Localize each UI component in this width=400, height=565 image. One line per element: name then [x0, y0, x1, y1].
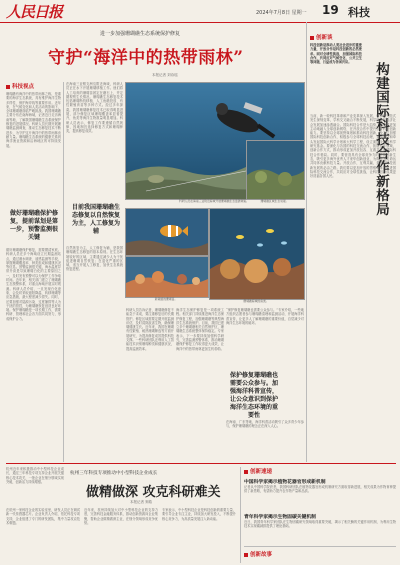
caption-reef-fish: 珊瑚礁海域的鱼类。 — [243, 299, 269, 303]
article-text: 在海南、广东等地，海洋科普活动吸引了众多青少年参与，保护珊瑚礁的理念正在深入人心。 — [226, 420, 304, 429]
pull-quote-public: 保护修复珊瑚礁也需要公众参与。加强海洋科普宣传，让公众意识到保护海洋生态环境的重要性 — [229, 372, 278, 419]
masthead-logo: 人民日报 — [6, 3, 63, 21]
main-kicker: 进一步加强珊瑚礁生态系统保护修复 — [100, 31, 181, 37]
photo-reef-landscape — [246, 140, 305, 200]
caption-seedlings: 新栽植的珊瑚苗。 — [154, 297, 178, 301]
pull-quote-restoration: 目前我国珊瑚礁生态修复以自然恢复为主，人工修复为辅 — [71, 204, 120, 235]
column-intro: 科技创新是推动人类社会进步的重要力量，开放合作是科技创新的必然要求。面对全球性挑战，加强国际科技合作，共同应对气候变化、公共卫生等问题，日益成为各国共识。 — [310, 43, 362, 65]
label-innovation-story: 创新故事 — [244, 550, 272, 558]
photo-coral-seedlings — [125, 256, 209, 298]
lower-headline: 做精做深 攻克科研难关 — [86, 485, 221, 500]
label-innovation-talk: 创新谈 — [310, 33, 333, 41]
article-text: 珊瑚礁有海洋中的热带雨林之称，是重要的海洋生态系统，具有维护海洋生物多样性、保护海岸线等重要作用。近年来，在气候变化和人类活动的影响下，全球珊瑚礁面临严峻挑战。我国珊瑚礁主要分布在南海海域，记者近日走访海南等地，了解我国珊瑚礁生态系统保护修复的进展情况。科研人员长期开展珊瑚礁监测调查，推动生态修复技术不断进步，为守护这片海洋中的热带雨林贡献力量。珊瑚礁生态系统的健康关系到海洋渔业资源和沿海地区的可持续发展。 — [6, 92, 61, 148]
article-text: 做好珊瑚礁保护修复，需要摸清家底。科研人员在多个海域设立长期监测站点，通过潜水调查、遥感监测等手段，掌握珊瑚覆盖率、种类组成和健康状况等信息。预警监测很关键，海水温度异常升高是导致珊瑚白化的主要原因之一，及时发布预警可以为保护工作争取时间。近年来，相关部门建立了珊瑚礁生态预警体系，对重点海域开展实时观测。科研人员介绍，一旦发现白化迹象，会及时采取遮阳降温、转移珊瑚等应急措施，最大程度减少损失。同时，还要加强对陆源污染、过度捕捞等人为干扰的管控，为珊瑚礁恢复创造良好环境。保护珊瑚礁是一项长期工作，需要科研、管理和社会各方面共同努力，形成保护合力。 — [6, 248, 61, 321]
article-text: “保护修复珊瑚礁也需要公众参与。”专家介绍，一些地方组织志愿者参与珊瑚礁清理和监测活动，开展海洋科普宣传，让更多人了解珊瑚礁的重要价值，自觉减少对海洋生态环境的破坏。 — [226, 308, 304, 325]
section-name: 科技 — [348, 6, 370, 19]
brief-text-2: 近日，我国青年科学家团队在生物固碳研究领域取得重要突破，揭示了相关酶的关键作用机制，为利用生物技术实现碳减排提供了理论基础。 — [244, 520, 396, 529]
main-headline: 守护“海洋中的热带雨林” — [48, 48, 244, 68]
photo-reef-fish — [209, 208, 305, 300]
brief-title-2: 青年科学家揭示生物固碳关键机制 — [244, 514, 316, 520]
article-text: 在海南三亚蜈支洲岛附近海域，科研人员正在水下开展珊瑚移植工作。他们将人工培育的珊瑚苗固定在礁石上，并定期观察生长情况。珊瑚礁生态修复技术包括珊瑚断枝移植、人工鱼礁投放、有性繁殖育苗等多种方式。经过多年探索，我国珊瑚礁修复技术已取得明显进展，部分修复区域珊瑚覆盖率显著提升，鱼类等海洋生物数量明显增加。科研人员表示，修复工作要遵循自然规律，因地制宜选择修复方式和珊瑚种类，提高修复成效。 — [66, 82, 123, 134]
article-text: 海洋生态保护修复是一项系统工程。相关部门持续推进海洋生态保护修复工程，加强珊瑚礁等典型海洋生态系统保护。目前，我国已建立多个珊瑚礁相关自然保护区，珊瑚礁生态系统整体保持稳定。专家表示，下一步要持续加强科学研究，完善监测预警体系，推动珊瑚礁保护修复工作取得更大成效，让海洋中的热带雨林更加生机勃勃。 — [176, 308, 224, 351]
brief-title-1: 中国科学家揭示植物花器官形成新机制 — [244, 479, 326, 485]
issue-date: 2024年7月8日 星期一 — [256, 10, 307, 16]
page-number: 19 — [322, 3, 339, 17]
lower-text: 专家表示，中小型科技企业是科技创新的重要力量，要引导企业专注主业，持续加大研发投入，不断提升核心竞争力，为高质量发展注入新动能。 — [162, 508, 236, 521]
column-title: 构建国际科技合作新格局 — [373, 62, 389, 216]
article-text: 自然恢复为主，人工修复为辅，是我国珊瑚礁生态修复的基本原则。在生态环境较好的区域，主要通过减少人为干扰促进珊瑚自然恢复；在退化严重的区域，适当开展人工修复，加快生态系统恢复进程。 — [66, 246, 123, 272]
lower-text: 在杭州一家科技企业的实验室里，研发人员正在调试新一代传感器芯片。企业负责人介绍，依托科技专项支持，企业组建了专门的研发团队，集中力量攻克技术难题。 — [6, 508, 80, 525]
lower-kicker: 杭州三年科技专项推动中小型科技企业成长 — [70, 471, 158, 476]
article-text: 科研人员告诉记者，珊瑚礁修复不能急于求成，要注重修复后的长期管护。修复区域需要定期开展监测评估，及时清除敌害生物，确保珊瑚健康生长。近年来，我国在珊瑚有性繁殖、耐热珊瑚筛选等方面开展研究，为提高修复成效提供科技支撑。一些科研团队还利用人工智能技术识别珊瑚种类和健康状况，提高监测效率。 — [126, 308, 174, 351]
lower-byline: 本报记者 窦皓 — [130, 500, 153, 504]
main-byline: 本报记者 刘诗瑶 — [152, 73, 178, 77]
pull-quote-monitoring: 做好珊瑚礁保护修复，提前谋划是第一步，预警监测很关键 — [10, 210, 59, 241]
photo-fish — [125, 208, 209, 256]
caption-diver: 科研人员在海南三亚附近海域开展珊瑚礁生态监测调查。 — [179, 199, 249, 203]
lower-intro-text: 杭州近年来积极推动中小型科技企业成长，通过三年科技专项支持企业开展关键核心技术攻关，一批企业在细分领域实现突破，创新活力持续增强。 — [6, 467, 64, 484]
label-tech-viewpoint: 科技视点 — [6, 82, 34, 90]
label-innovation-brief: 创新速递 — [244, 467, 272, 475]
brief-text-1: 记者从中国科学院获悉，我国科研团队在植物花器官形成机制研究方面取得新进展，相关成果为作物育种提供了新思路，有望助力提升农作物产量和品质。 — [244, 485, 396, 494]
column-text: 当前，新一轮科技革命和产业变革深入发展，科学研究范式发生深刻变革，学科交叉融合不断发展，科学技术和经济社会发展加速渗透融合。国际科技合作是大趋势，我们要更加主动地融入全球创新网络，在开放合作中提升自身科技创新能力。要坚持以全球视野谋划和推动科技创新，全方位加强国际科技创新合作，积极参与全球科技治理，主动设计和牵头发起国际大科学计划和大科学工程，设立面向全球的科学研究基金。要深化与各国的科技交流合作，拓展合作领域，创新合作方式，推动形成更加开放包容、互惠共享的国际科技合作格局。同时，要营造具有全球竞争力的开放创新生态，吸引更多海外优秀人才来华创新创业，为构建人类命运共同体贡献科技力量。开放合作，互利共赢，是推动科技创新发展的必由之路。我们要以更加开放的思维和举措推进国际科技交流合作，共同应对全球性挑战，让科技创新成果更好造福各国人民。 — [310, 114, 396, 179]
lower-text: 近年来，杭州持续加大对中小型科技企业的支持力度，完善科技金融服务体系，推动创新资源向企业集聚，帮助企业做精做深主业，在细分领域形成竞争优势。 — [84, 508, 158, 525]
caption-landscape: 珊瑚礁区域生态景观。 — [260, 199, 289, 203]
